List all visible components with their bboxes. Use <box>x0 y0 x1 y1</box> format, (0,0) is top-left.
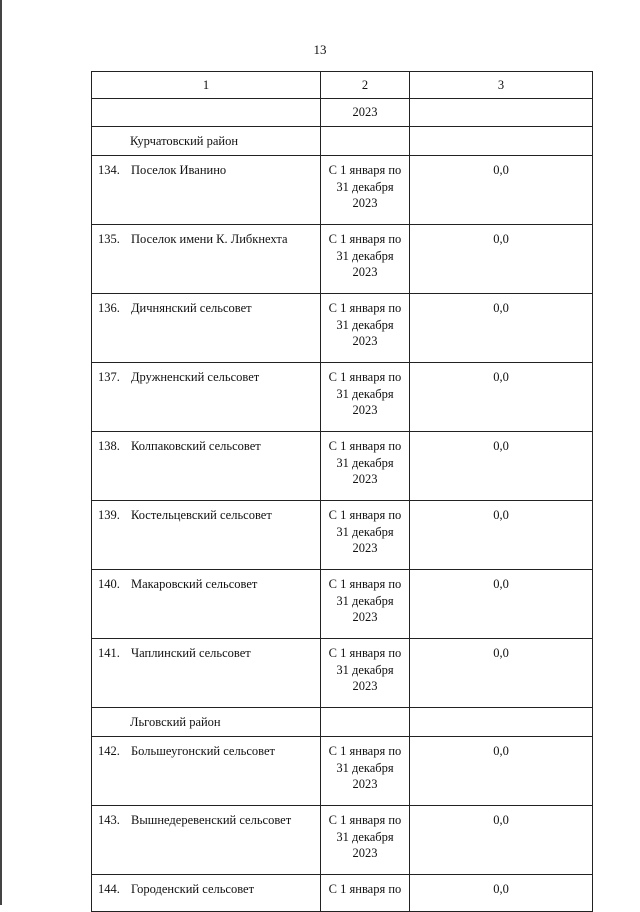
period-line: 2023 <box>352 472 378 486</box>
period-line: С 1 января по <box>328 370 402 384</box>
row-value: 0,0 <box>410 737 593 806</box>
table-row <box>92 737 593 806</box>
period-line: С 1 января по <box>328 508 402 522</box>
period-tail: 2023 <box>321 99 410 127</box>
period-line: С 1 января по <box>328 163 402 177</box>
row-number: 136. <box>98 301 120 315</box>
period-line: 31 декабря <box>336 317 394 332</box>
period-line: 31 декабря <box>336 179 394 194</box>
period-line: С 1 января по <box>328 577 402 591</box>
table-row <box>92 294 593 363</box>
period-line: 2023 <box>352 196 378 210</box>
row-number: 137. <box>98 370 120 384</box>
period-line: С 1 января по <box>328 646 402 660</box>
period-line: 2023 <box>352 777 378 791</box>
row-number: 139. <box>98 508 120 522</box>
row-value: 0,0 <box>410 806 593 875</box>
row-name: Дичнянский сельсовет <box>131 301 252 315</box>
table-row <box>92 225 593 294</box>
page-number: 13 <box>313 42 327 57</box>
row-value: 0,0 <box>410 875 593 912</box>
period-line: 31 декабря <box>336 662 394 677</box>
table-row <box>92 156 593 225</box>
row-number: 138. <box>98 439 120 453</box>
header-col-2: 2 <box>321 72 410 99</box>
row-name: Макаровский сельсовет <box>131 577 258 591</box>
table-row <box>92 570 593 639</box>
table-row <box>92 639 593 708</box>
table-header-row <box>92 72 593 99</box>
row-value: 0,0 <box>410 639 593 708</box>
row-name: Колпаковский сельсовет <box>131 439 261 453</box>
period-line: 31 декабря <box>336 386 394 401</box>
row-name: Поселок Иванино <box>131 163 227 177</box>
row-name: Поселок имени К. Либкнехта <box>131 232 288 246</box>
period-line: 31 декабря <box>336 455 394 470</box>
row-name: Чаплинский сельсовет <box>131 646 251 660</box>
row-value: 0,0 <box>410 225 593 294</box>
row-name: Вышнедеревенский сельсовет <box>131 813 292 827</box>
row-number: 141. <box>98 646 120 660</box>
period-line: 31 декабря <box>336 760 394 775</box>
period-line: С 1 января по <box>328 301 402 315</box>
row-number: 134. <box>98 163 120 177</box>
row-name: Городенский сельсовет <box>131 882 255 896</box>
period-line: С 1 января по <box>328 439 402 453</box>
table-row <box>92 432 593 501</box>
period-line: 2023 <box>352 334 378 348</box>
table-row <box>92 806 593 875</box>
period-line: 2023 <box>352 265 378 279</box>
header-col-1: 1 <box>92 72 321 99</box>
row-name: Большеугонский сельсовет <box>131 744 276 758</box>
row-value: 0,0 <box>410 570 593 639</box>
period-line: С 1 января по <box>328 813 402 827</box>
row-number: 140. <box>98 577 120 591</box>
period-line: 31 декабря <box>336 248 394 263</box>
period-line: 2023 <box>352 610 378 624</box>
continuation-row <box>92 99 593 127</box>
table-row <box>92 363 593 432</box>
period-line: С 1 января по <box>328 882 402 896</box>
row-value: 0,0 <box>410 363 593 432</box>
row-number: 144. <box>98 882 120 896</box>
period-line: 2023 <box>352 403 378 417</box>
period-line: С 1 января по <box>328 232 402 246</box>
period-line: 31 декабря <box>336 593 394 608</box>
row-value: 0,0 <box>410 501 593 570</box>
row-value: 0,0 <box>410 156 593 225</box>
period-line: 31 декабря <box>336 829 394 844</box>
scan-left-edge <box>0 0 2 905</box>
period-line: 31 декабря <box>336 524 394 539</box>
district-name: Льговский район <box>92 708 321 737</box>
data-table <box>91 71 593 912</box>
period-line: 2023 <box>352 679 378 693</box>
row-number: 142. <box>98 744 120 758</box>
district-name: Курчатовский район <box>92 127 321 156</box>
period-line: С 1 января по <box>328 744 402 758</box>
district-row <box>92 127 593 156</box>
row-value: 0,0 <box>410 294 593 363</box>
table-row <box>92 875 593 912</box>
row-value: 0,0 <box>410 432 593 501</box>
period-line: 2023 <box>352 541 378 555</box>
district-row <box>92 708 593 737</box>
row-name: Костельцевский сельсовет <box>131 508 272 522</box>
table-row <box>92 501 593 570</box>
period-line: 2023 <box>352 846 378 860</box>
row-number: 143. <box>98 813 120 827</box>
row-name: Дружненский сельсовет <box>131 370 260 384</box>
row-number: 135. <box>98 232 120 246</box>
header-col-3: 3 <box>410 72 593 99</box>
